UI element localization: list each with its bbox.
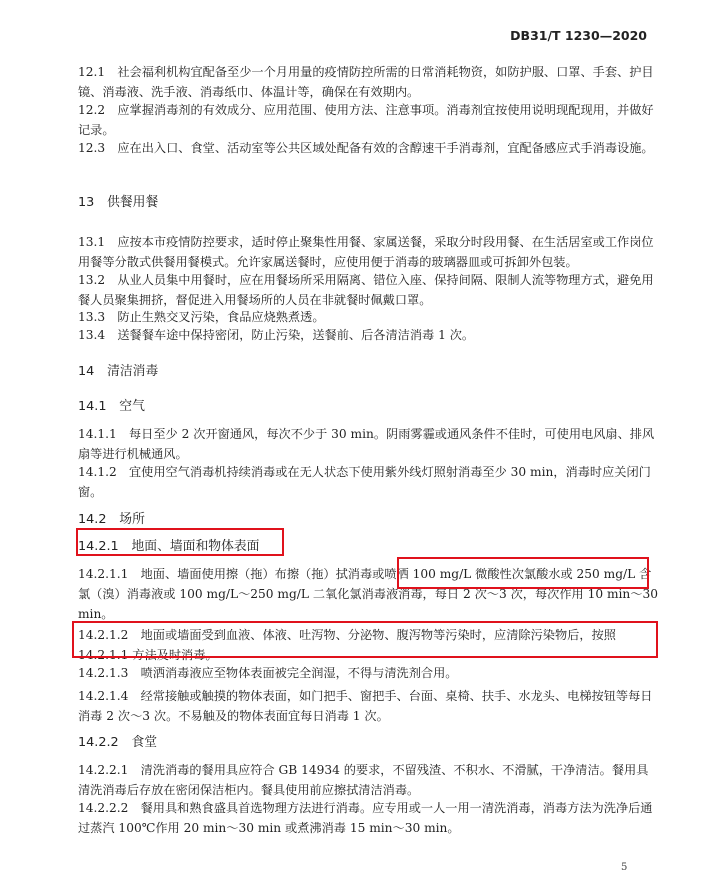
clause-13-4: 13.4 送餐餐车途中保持密闭，防止污染，送餐前、后各清洁消毒 1 次。 — [78, 328, 475, 342]
clause-13-3: 13.3 防止生熟交叉污染，食品应烧熟煮透。 — [78, 310, 325, 324]
clause-14-2-1-2: 14.2.1.2 地面或墙面受到血液、体液、吐泻物、分泌物、腹泻物等污染时，应清除污染物后，按照 14.2.1.1 方法及时消毒。 — [78, 628, 616, 662]
highlight-box-clause — [72, 621, 658, 658]
clause-12-3: 12.3 应在出入口、食堂、活动室等公共区域处配备有效的含醇速干手消毒剂，宜配备感应式手消毒设施。 — [78, 141, 654, 155]
clause-14-2-1-1: 14.2.1.1 地面、墙面使用擦（拖）布擦（拖）拭消毒或喷洒 100 mg/L 微酸性次氯酸水或 250 mg/L 含氯（溴）消毒液或 100 mg/L～250 mg/L 二氧化氯消毒液消毒，每日 2 次～3 次，每次作用 10 min～30 min。 — [78, 567, 658, 621]
clause-14-1-2: 14.1.2 宜使用空气消毒机持续消毒或在无人状态下使用紫外线灯照射消毒至少 30 min，消毒时应关闭门窗。 — [78, 465, 651, 499]
clause-14-1-1: 14.1.1 每日至少 2 次开窗通风，每次不少于 30 min。阴雨雾霾或通风条件不佳时，可使用电风扇、排风扇等进行机械通风。 — [78, 427, 655, 461]
clause-13-2: 13.2 从业人员集中用餐时，应在用餐场所采用隔离、错位入座、保持间隔、限制人流等物理方式，避免用餐人员聚集拥挤，督促进入用餐场所的人员在非就餐时佩戴口罩。 — [78, 273, 654, 307]
section-14-heading: 14 清洁消毒 — [78, 364, 159, 379]
highlight-box-concentration — [397, 557, 649, 589]
section-14-2-1-heading: 14.2.1 地面、墙面和物体表面 — [78, 539, 260, 554]
section-14-2-heading: 14.2 场所 — [78, 512, 145, 527]
clause-14-2-2-2: 14.2.2.2 餐用具和熟食盛具首选物理方法进行消毒。应专用或一人一用一清洗消毒，消毒方法为洗净后通过蒸汽 100℃作用 20 min～30 min 或煮沸消毒 15 min～30 min。 — [78, 801, 653, 835]
section-14-2-2-heading: 14.2.2 食堂 — [78, 735, 158, 750]
clause-14-2-2-1: 14.2.2.1 清洗消毒的餐用具应符合 GB 14934 的要求，不留残渣、不积水、不滑腻，干净清洁。餐用具清洗消毒后存放在密闭保洁柜内。餐具使用前应擦拭清洁消毒。 — [78, 763, 649, 797]
clause-14-2-1-3: 14.2.1.3 喷洒消毒液应至物体表面被完全润湿，不得与清洗剂合用。 — [78, 666, 458, 680]
highlight-box-heading — [76, 528, 284, 556]
doc-number: DB31/T 1230—2020 — [510, 28, 647, 43]
clause-12-2: 12.2 应掌握消毒剂的有效成分、应用范围、使用方法、注意事项。消毒剂宜按使用说明现配现用，并做好记录。 — [78, 103, 654, 137]
clause-13-1: 13.1 应按本市疫情防控要求，适时停止聚集性用餐、家属送餐，采取分时段用餐、在生活居室或工作岗位用餐等分散式供餐用餐模式。允许家属送餐时，应使用便于消毒的玻璃器皿或可拆卸外包装。 — [78, 235, 654, 269]
section-14-1-heading: 14.1 空气 — [78, 399, 145, 414]
clause-14-2-1-4: 14.2.1.4 经常接触或触摸的物体表面，如门把手、窗把手、台面、桌椅、扶手、水龙头、电梯按钮等每日消毒 2 次～3 次。不易触及的物体表面宜每日消毒 1 次。 — [78, 689, 653, 723]
clause-12-1: 12.1 社会福利机构宜配备至少一个月用量的疫情防控所需的日常消耗物资，如防护服、口罩、手套、护目镜、消毒液、洗手液、消毒纸巾、体温计等，确保在有效期内。 — [78, 65, 654, 99]
page-number: 5 — [621, 862, 628, 873]
section-13-heading: 13 供餐用餐 — [78, 195, 159, 210]
